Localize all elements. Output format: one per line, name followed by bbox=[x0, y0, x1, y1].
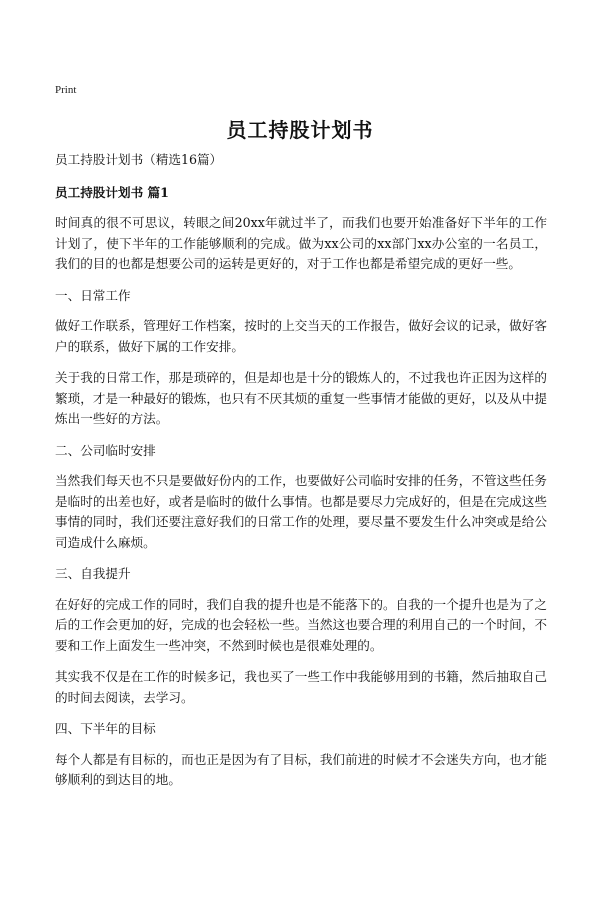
section-heading: 员工持股计划书 篇1 bbox=[55, 184, 169, 200]
heading-self-improvement: 三、自我提升 bbox=[55, 566, 131, 581]
paragraph-second-half-goals: 每个人都是有目标的，而也正是因为有了目标，我们前进的时候才不会迷失方向，也才能够顺利的到达目的地。 bbox=[55, 751, 547, 787]
paragraph-self-improvement-1: 在好好的完成工作的同时，我们自我的提升也是不能落下的。自我的一个提升也是为了之后的工作会更加的好，完成的也会轻松一些。当然这也要合理的利用自己的一个时间，不要和工作上面发生一些冲突，不然到时候也是很难处理的。 bbox=[55, 596, 547, 653]
document-title: 员工持股计划书 bbox=[226, 118, 374, 142]
paragraph-self-improvement-2: 其实我不仅是在工作的时候多记，我也买了一些工作中我能够用到的书籍，然后抽取自己的时间去阅读，去学习。 bbox=[55, 669, 547, 705]
heading-second-half-goals: 四、下半年的目标 bbox=[55, 721, 156, 736]
document-body bbox=[55, 150, 547, 802]
paragraph-temporary-tasks: 当然我们每天也不只是要做好份内的工作，也要做好公司临时安排的任务，不管这些任务是临时的出差也好，或者是临时的做什么事情。也都是要尽力完成好的，但是在完成这些事情的同时，我们还要注意好我们的日常工作的处理，要尽量不要发生什么冲突或是给公司造成什么麻烦。 bbox=[55, 473, 547, 550]
paragraph-daily-work-2: 关于我的日常工作，那是琐碎的，但是却也是十分的锻炼人的，不过我也许正因为这样的繁琐，才是一种最好的锻炼，也只有不厌其烦的重复一些事情才能做的更好，以及从中提炼出一些好的方法。 bbox=[55, 370, 547, 426]
heading-temporary-tasks: 二、公司临时安排 bbox=[55, 442, 156, 458]
paragraph-intro: 时间真的很不可思议，转眼之间20xx年就过半了，而我们也要开始准备好下半年的工作计划了，使下半年的工作能够顺利的完成。做为xx公司的xx部门xx办公室的一名员工，我们的目的也都是想要公司的运转是更好的，对于工作也都是希望完成的更好一些。 bbox=[55, 215, 547, 271]
document-subtitle: 员工持股计划书（精选16篇） bbox=[55, 152, 223, 167]
paragraph-daily-work-1: 做好工作联系，管理好工作档案，按时的上交当天的工作报告，做好会议的记录，做好客户的联系，做好下属的工作安排。 bbox=[55, 318, 547, 354]
heading-daily-work: 一、日常工作 bbox=[55, 287, 131, 303]
print-label: Print bbox=[55, 84, 77, 96]
